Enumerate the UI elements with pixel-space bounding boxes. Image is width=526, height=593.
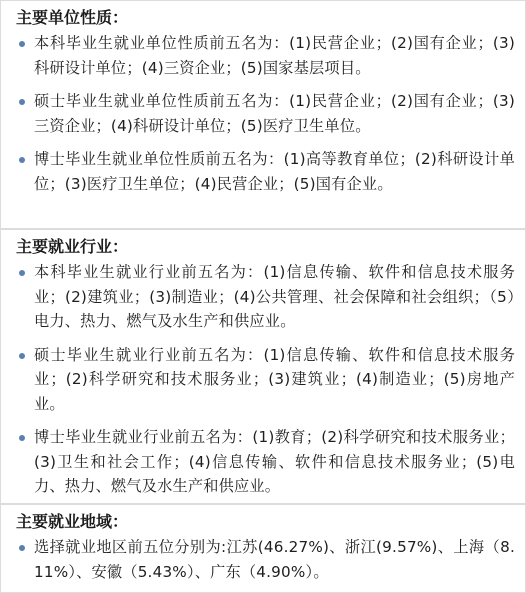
list-item-text: 硕士毕业生就业单位性质前五名为：(1)民营企业；(2)国有企业；(3)三资企业；(4)科研设计单位；(5)医疗卫生单位。 <box>34 92 515 135</box>
list-item <box>18 425 515 499</box>
list-item-text: 硕士毕业生就业行业前五名为：(1)信息传输、软件和信息技术服务业；(2)科学研究和技术服务业；(3)建筑业；(4)制造业；(5)房地产业。 <box>34 345 515 413</box>
section-title: 主要单位性质： <box>16 8 129 27</box>
bullet-dot-icon <box>19 41 25 47</box>
list-item <box>18 89 515 138</box>
list-item <box>18 343 515 417</box>
bullet-dot-icon <box>19 353 25 359</box>
section-title: 主要就业行业： <box>16 237 129 256</box>
bullet-dot-icon <box>19 545 25 551</box>
list-item <box>18 535 515 584</box>
item-list <box>18 31 515 196</box>
section-industry <box>0 229 526 504</box>
list-item-text: 博士毕业生就业行业前五名为：(1)教育；(2)科学研究和技术服务业；(3)卫生和社会工作；(4)信息传输、软件和信息技术服务业；(5)电力、热力、燃气及水生产和供应业。 <box>34 428 515 495</box>
list-item-text: 本科毕业生就业单位性质前五名为：(1)民营企业；(2)国有企业；(3)科研设计单位；(4)三资企业；(5)国家基层项目。 <box>34 34 515 77</box>
list-item <box>18 260 515 334</box>
bullet-dot-icon <box>19 99 25 105</box>
section-title: 主要就业地域： <box>16 512 129 531</box>
list-item-text: 本科毕业生就业行业前五名为：(1)信息传输、软件和信息技术服务业；(2)建筑业；(3)制造业；(4)公共管理、社会保障和社会组织；（5）电力、热力、燃气及水生产和供应业。 <box>34 263 515 330</box>
bullet-dot-icon <box>19 435 25 441</box>
section-unit-nature <box>0 0 526 229</box>
item-list <box>18 260 515 499</box>
list-item <box>18 147 515 196</box>
section-region <box>0 504 526 593</box>
list-item-text: 选择就业地区前五位分别为:江苏(46.27%)、浙江(9.57%)、上海（8.11%）、安徽（5.43%）、广东（4.90%）。 <box>34 538 515 581</box>
bullet-dot-icon <box>19 270 25 276</box>
list-item <box>18 31 515 80</box>
item-list <box>18 535 515 584</box>
bullet-dot-icon <box>19 157 25 163</box>
list-item-text: 博士毕业生就业单位性质前五名为：(1)高等教育单位；(2)科研设计单位；(3)医疗卫生单位；(4)民营企业；(5)国有企业。 <box>34 150 515 193</box>
